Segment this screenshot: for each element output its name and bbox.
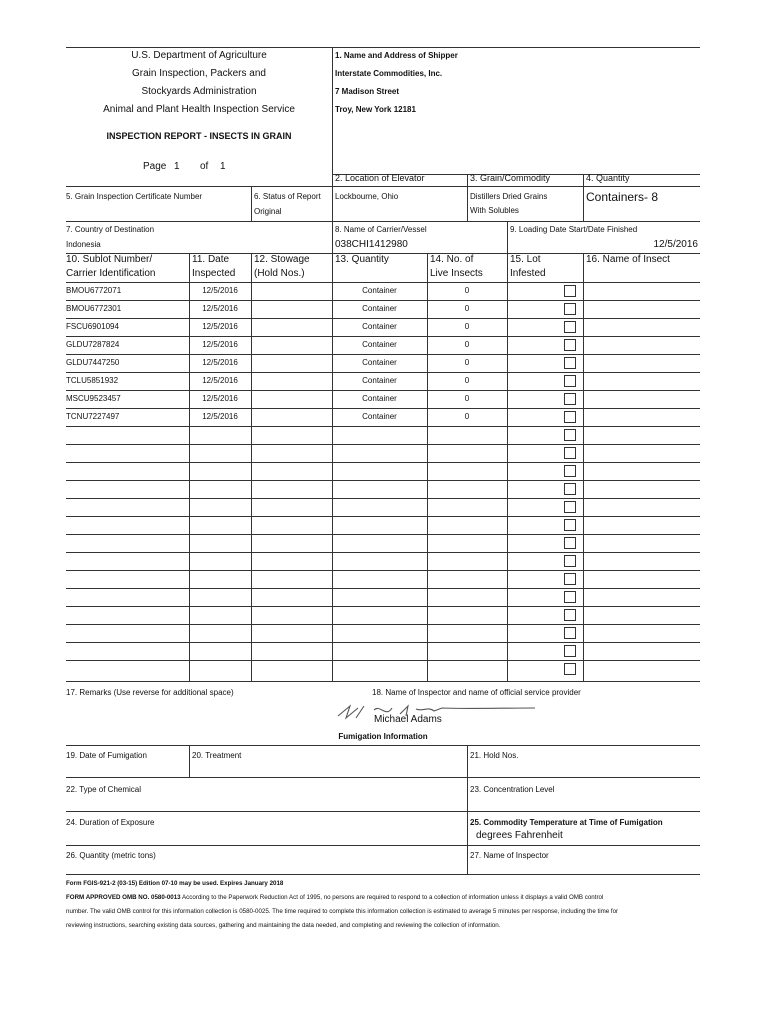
col-insect-name-header: 16. Name of Insect — [586, 254, 670, 265]
omb-number: FORM APPROVED OMB NO. 0580-0013 — [66, 894, 181, 901]
fumigation-quantity-label: 26. Quantity (metric tons) — [66, 851, 156, 860]
row-sublot-id: BMOU6772071 — [66, 286, 122, 295]
lot-infested-checkbox[interactable] — [564, 411, 576, 423]
col-stowage-header-1: 12. Stowage — [254, 254, 310, 265]
lot-infested-checkbox[interactable] — [564, 357, 576, 369]
row-sublot-id: TCNU7227497 — [66, 412, 120, 421]
row-quantity: Container — [362, 412, 397, 421]
row-quantity: Container — [362, 304, 397, 313]
lot-infested-checkbox[interactable] — [564, 537, 576, 549]
lot-infested-checkbox[interactable] — [564, 393, 576, 405]
agency-line-2: Grain Inspection, Packers and — [132, 68, 266, 79]
page-total: 1 — [220, 161, 226, 172]
lot-infested-checkbox[interactable] — [564, 519, 576, 531]
destination-value: Indonesia — [66, 240, 101, 249]
lot-infested-checkbox[interactable] — [564, 465, 576, 477]
temperature-unit: degrees Fahrenheit — [476, 830, 563, 841]
row-date-inspected: 12/5/2016 — [202, 394, 238, 403]
row-live-insects: 0 — [464, 376, 470, 385]
lot-infested-checkbox[interactable] — [564, 591, 576, 603]
lot-infested-checkbox[interactable] — [564, 429, 576, 441]
lot-infested-checkbox[interactable] — [564, 663, 576, 675]
lot-infested-checkbox[interactable] — [564, 627, 576, 639]
col-sublot-header-1: 10. Sublot Number/ — [66, 254, 153, 265]
agency-line-1: U.S. Department of Agriculture — [131, 50, 267, 61]
loading-value: 12/5/2016 — [653, 239, 698, 250]
row-live-insects: 0 — [464, 304, 470, 313]
col-insects-header-1: 14. No. of — [430, 254, 474, 265]
row-live-insects: 0 — [464, 412, 470, 421]
chemical-label: 22. Type of Chemical — [66, 785, 142, 794]
duration-label: 24. Duration of Exposure — [66, 818, 155, 827]
report-title: INSPECTION REPORT - INSECTS IN GRAIN — [106, 131, 292, 141]
agency-line-3: Stockyards Administration — [141, 86, 257, 97]
row-sublot-id: TCLU5851932 — [66, 376, 119, 385]
loading-label: 9. Loading Date Start/Date Finished — [510, 225, 638, 234]
page-number: 1 — [174, 161, 180, 172]
col-quantity-header: 13. Quantity — [335, 254, 389, 265]
lot-infested-checkbox[interactable] — [564, 501, 576, 513]
row-sublot-id: GLDU7287824 — [66, 340, 120, 349]
col-sublot-header-2: Carrier Identification — [66, 268, 156, 279]
row-quantity: Container — [362, 322, 397, 331]
omb-notice — [66, 891, 626, 932]
lot-infested-checkbox[interactable] — [564, 645, 576, 657]
lot-infested-checkbox[interactable] — [564, 339, 576, 351]
col-date-header-1: 11. Date — [192, 254, 230, 265]
remarks-label: 17. Remarks (Use reverse for additional space) — [66, 688, 234, 697]
row-live-insects: 0 — [464, 394, 470, 403]
inspector-label: 18. Name of Inspector and name of official service provider — [372, 688, 581, 697]
col-insects-header-2: Live Insects — [430, 268, 483, 279]
row-live-insects: 0 — [464, 358, 470, 367]
row-date-inspected: 12/5/2016 — [202, 376, 238, 385]
inspector-name: Michael Adams — [374, 714, 442, 725]
col-stowage-header-2: (Hold Nos.) — [254, 268, 305, 279]
row-date-inspected: 12/5/2016 — [202, 340, 238, 349]
quantity-value: Containers- 8 — [586, 190, 659, 204]
commodity-value-line-2: With Solubles — [470, 206, 519, 215]
row-live-insects: 0 — [464, 322, 470, 331]
row-sublot-id: FSCU6901094 — [66, 322, 119, 331]
shipper-label: 1. Name and Address of Shipper — [335, 51, 458, 60]
lot-infested-checkbox[interactable] — [564, 303, 576, 315]
shipper-name: Interstate Commodities, Inc. — [335, 69, 443, 78]
row-quantity: Container — [362, 394, 397, 403]
lot-infested-checkbox[interactable] — [564, 609, 576, 621]
status-value: Original — [254, 207, 282, 216]
col-infested-header-1: 15. Lot — [510, 254, 541, 265]
lot-infested-checkbox[interactable] — [564, 573, 576, 585]
row-quantity: Container — [362, 358, 397, 367]
lot-infested-checkbox[interactable] — [564, 483, 576, 495]
row-sublot-id: BMOU6772301 — [66, 304, 122, 313]
status-label: 6. Status of Report — [254, 192, 321, 201]
lot-infested-checkbox[interactable] — [564, 321, 576, 333]
row-quantity: Container — [362, 376, 397, 385]
page-label: Page — [143, 161, 167, 172]
page-of-label: of — [200, 161, 209, 172]
omb-statement: According to the Paperwork Reduction Act of 1995, no persons are required to respond to a collection of information unless it displays a valid OMB control number. The valid OMB control for this information collection is 0580-0025. The time required to complete this information collection is estimated to average 5 minutes per response, including the time for reviewing instructions, searching existing data sources, gathering and maintaining the data needed, and completing and reviewing the collection of information. — [66, 894, 619, 929]
row-live-insects: 0 — [464, 340, 470, 349]
fumigation-inspector-label: 27. Name of Inspector — [470, 851, 549, 860]
row-quantity: Container — [362, 286, 397, 295]
row-live-insects: 0 — [464, 286, 470, 295]
carrier-value: 038CHI1412980 — [335, 239, 408, 250]
commodity-label: 3. Grain/Commodity — [470, 173, 551, 183]
certificate-label: 5. Grain Inspection Certificate Number — [66, 192, 203, 201]
form-number-line: Form FGIS-921-2 (03-15) Edition 07-10 may be used. Expires January 2018 — [66, 880, 284, 887]
quantity-label: 4. Quantity — [586, 173, 630, 183]
lot-infested-checkbox[interactable] — [564, 555, 576, 567]
row-sublot-id: GLDU7447250 — [66, 358, 120, 367]
carrier-label: 8. Name of Carrier/Vessel — [335, 225, 427, 234]
shipper-city: Troy, New York 12181 — [335, 105, 416, 114]
row-quantity: Container — [362, 340, 397, 349]
treatment-label: 20. Treatment — [192, 751, 242, 760]
commodity-value-line-1: Distillers Dried Grains — [470, 192, 548, 201]
row-date-inspected: 12/5/2016 — [202, 304, 238, 313]
col-infested-header-2: Infested — [510, 268, 546, 279]
col-date-header-2: Inspected — [192, 268, 236, 279]
row-date-inspected: 12/5/2016 — [202, 286, 238, 295]
lot-infested-checkbox[interactable] — [564, 285, 576, 297]
shipper-street: 7 Madison Street — [335, 87, 400, 96]
destination-label: 7. Country of Destination — [66, 225, 155, 234]
row-sublot-id: MSCU9523457 — [66, 394, 121, 403]
hold-nos-label: 21. Hold Nos. — [470, 751, 519, 760]
fumigation-header: Fumigation Information — [338, 732, 428, 741]
fumigation-date-label: 19. Date of Fumigation — [66, 751, 147, 760]
row-date-inspected: 12/5/2016 — [202, 412, 238, 421]
lot-infested-checkbox[interactable] — [564, 375, 576, 387]
elevator-value: Lockbourne, Ohio — [335, 192, 399, 201]
row-date-inspected: 12/5/2016 — [202, 358, 238, 367]
concentration-label: 23. Concentration Level — [470, 785, 555, 794]
row-date-inspected: 12/5/2016 — [202, 322, 238, 331]
temperature-label: 25. Commodity Temperature at Time of Fumigation — [470, 818, 663, 827]
elevator-label: 2. Location of Elevator — [335, 173, 425, 183]
lot-infested-checkbox[interactable] — [564, 447, 576, 459]
agency-line-4: Animal and Plant Health Inspection Service — [103, 104, 295, 115]
